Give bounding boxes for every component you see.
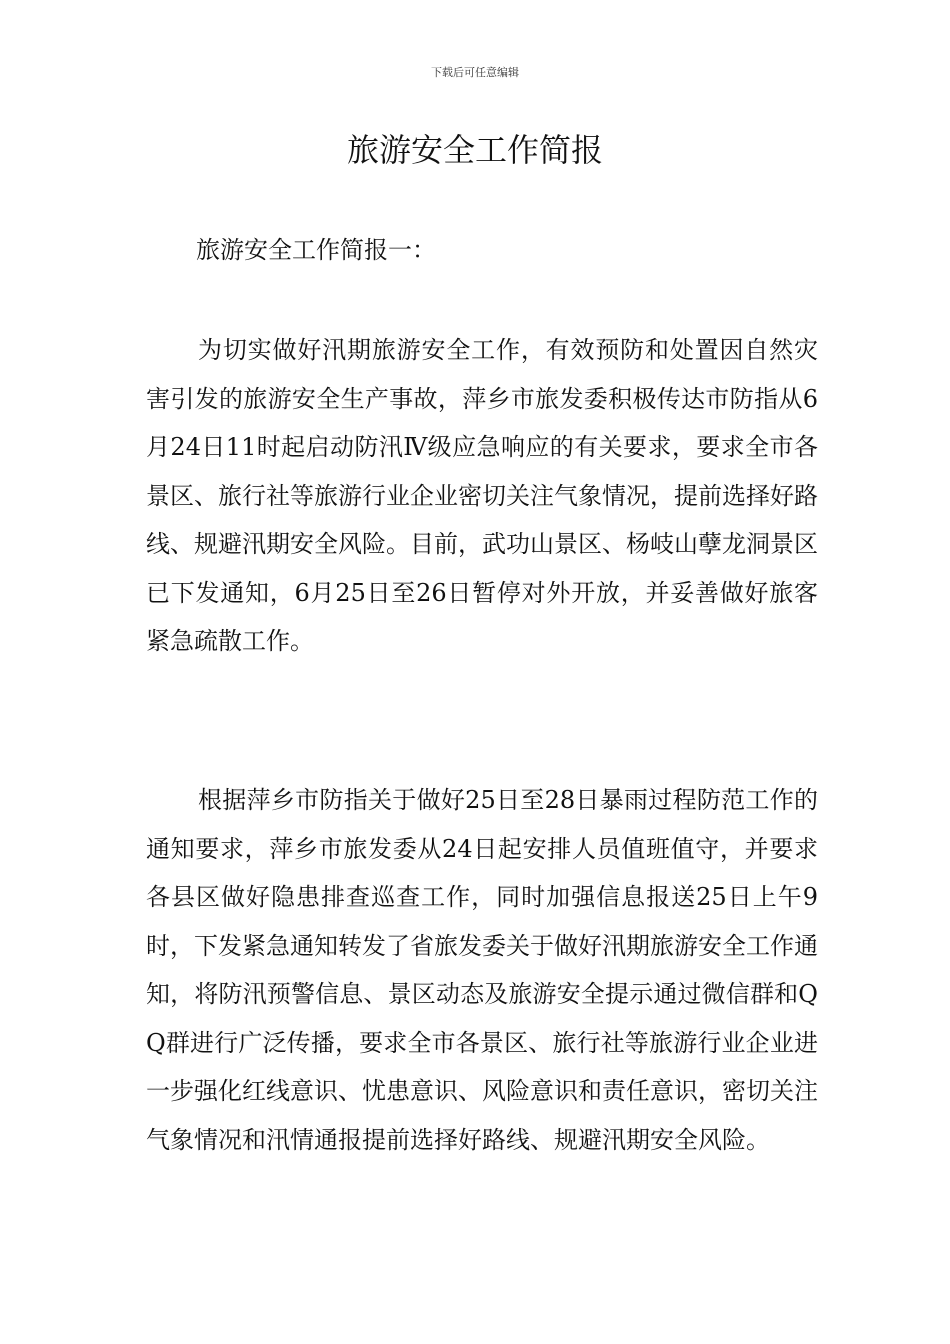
header-note: 下载后可任意编辑 [431, 66, 519, 79]
body-paragraph-2: 根据萍乡市防指关于做好25日至28日暴雨过程防范工作的通知要求，萍乡市旅发委从24日起安排人员值班值守，并要求各县区做好隐患排查巡查工作，同时加强信息报送25日上午9时，下发紧急通知转发了省旅发委关于做好汛期旅游安全工作通知，将防汛预警信息、景区动态及旅游安全提示通过微信群和QQ群进行广泛传播，要求全市各景区、旅行社等旅游行业企业进一步强化红线意识、忧患意识、风险意识和责任意识，密切关注气象情况和汛情通报提前选择好路线、规避汛期安全风险。 [146, 786, 818, 1154]
document-title: 旅游安全工作简报 [346, 131, 603, 169]
body-paragraph-1: 为切实做好汛期旅游安全工作，有效预防和处置因自然灾害引发的旅游安全生产事故，萍乡市旅发委积极传达市防指从6月24日11时起启动防汛Ⅳ级应急响应的有关要求，要求全市各景区、旅行社等旅游行业企业密切关注气象情况，提前选择好路线、规避汛期安全风险。目前，武功山景区、杨岐山孽龙洞景区已下发通知，6月25日至26日暂停对外开放，并妥善做好旅客紧急疏散工作。 [146, 336, 818, 655]
section-heading: 旅游安全工作简报一： [196, 236, 436, 264]
